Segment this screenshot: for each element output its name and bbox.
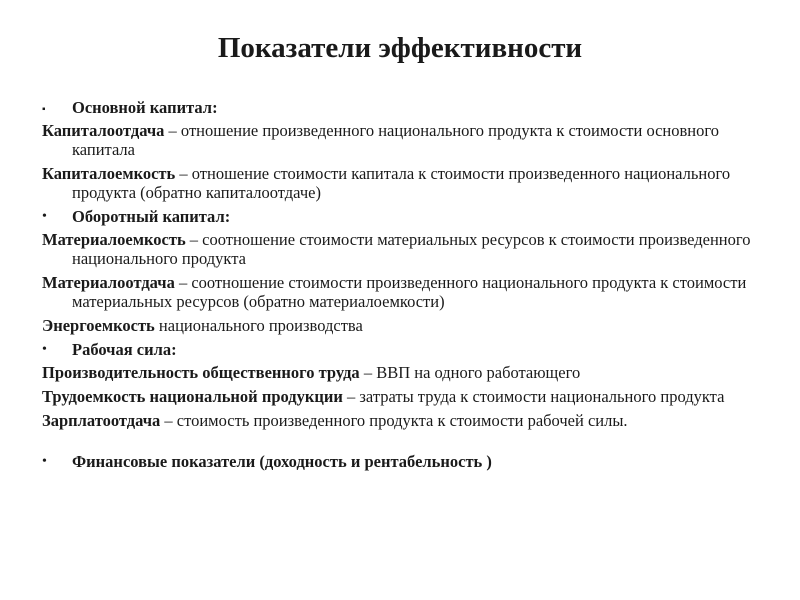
heading-text: Основной капитал: xyxy=(72,98,218,117)
definition: – отношение стоимости капитала к стоимости произведенного национального продукта (обратно капиталоотдаче) xyxy=(72,164,731,202)
section-heading-working-capital xyxy=(42,207,762,226)
definition-energy-intensity xyxy=(42,316,762,335)
definition: национального производства xyxy=(154,316,363,335)
definition-wage-productivity xyxy=(42,411,762,430)
term: Капиталоемкость xyxy=(42,164,176,183)
term: Трудоемкость национальной продукции xyxy=(42,387,343,406)
definition-labor-productivity xyxy=(42,363,762,382)
definition-material-productivity xyxy=(42,273,762,311)
square-bullet-icon: ▪ xyxy=(42,104,46,115)
definition: – отношение произведенного национального продукта к стоимости основного капитала xyxy=(72,121,719,159)
section-heading-labor xyxy=(42,340,762,359)
definition: – ВВП на одного работающего xyxy=(359,363,581,382)
definition-capital-productivity xyxy=(42,121,762,159)
section-heading-fixed-capital xyxy=(42,98,762,117)
term: Капиталоотдача xyxy=(42,121,165,140)
definition-capital-intensity xyxy=(42,164,762,202)
term: Материалоемкость xyxy=(42,230,186,249)
heading-text: Оборотный капитал: xyxy=(72,207,231,226)
definition: – затраты труда к стоимости национального продукта xyxy=(342,387,725,406)
definition: – стоимость произведенного продукта к стоимости рабочей силы. xyxy=(160,411,628,430)
term: Энергоемкость xyxy=(42,316,155,335)
term: Производительность общественного труда xyxy=(42,363,360,382)
definition-material-intensity xyxy=(42,230,762,268)
definition-labor-intensity xyxy=(42,387,762,406)
definition: – соотношение стоимости материальных ресурсов к стоимости произведенного национального продукта xyxy=(72,230,751,268)
definition: – соотношение стоимости произведенного национального продукта к стоимости материальных ресурсов (обратно материалоемкости) xyxy=(72,273,747,311)
slide-content xyxy=(42,98,762,471)
heading-text: Рабочая сила: xyxy=(72,340,177,359)
bullet-icon: • xyxy=(42,342,47,357)
slide-title: Показатели эффективности xyxy=(217,32,583,64)
bullet-icon: • xyxy=(42,209,47,224)
term: Материалоотдача xyxy=(42,273,175,292)
heading-text: Финансовые показатели (доходность и рентабельность ) xyxy=(72,452,492,471)
term: Зарплатоотдача xyxy=(42,411,161,430)
bullet-icon: • xyxy=(42,454,47,469)
section-heading-financial xyxy=(42,452,762,471)
